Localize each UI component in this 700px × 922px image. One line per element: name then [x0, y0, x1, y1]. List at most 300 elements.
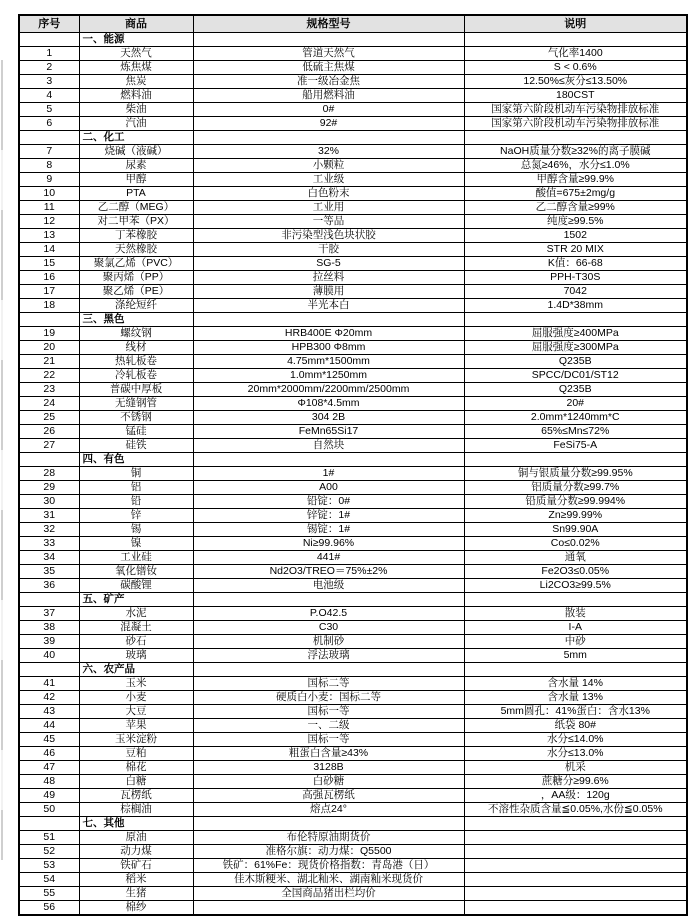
cell-desc: 纸袋 80# — [464, 719, 687, 733]
cell-spec: 粗蛋白含量≥43% — [193, 747, 464, 761]
cell-name: 混凝土 — [79, 621, 193, 635]
table-row — [19, 747, 687, 761]
cell-spec: 佳木斯粳米、湖北籼米、湖南籼米现货价 — [193, 873, 464, 887]
cell-desc — [464, 131, 687, 145]
cell-desc — [464, 593, 687, 607]
cell-no: 20 — [19, 341, 79, 355]
cell-no — [19, 593, 79, 607]
table-row — [19, 243, 687, 257]
table-row — [19, 383, 687, 397]
cell-name: PTA — [79, 187, 193, 201]
cell-spec: Ni≥99.96% — [193, 537, 464, 551]
cell-spec: 32% — [193, 145, 464, 159]
cell-spec: C30 — [193, 621, 464, 635]
cell-no — [19, 131, 79, 145]
cell-no: 33 — [19, 537, 79, 551]
cell-spec: 4.75mm*1500mm — [193, 355, 464, 369]
cell-spec: 准一级冶金焦 — [193, 75, 464, 89]
cell-name: 氧化镨钕 — [79, 565, 193, 579]
cell-name: 棉花 — [79, 761, 193, 775]
cell-spec: 一等品 — [193, 215, 464, 229]
cell-no: 45 — [19, 733, 79, 747]
table-row — [19, 201, 687, 215]
cell-no — [19, 817, 79, 831]
cell-desc: 气化率1400 — [464, 47, 687, 61]
cell-desc: 1.4D*38mm — [464, 299, 687, 313]
table-row — [19, 229, 687, 243]
cell-desc: Sn99.90A — [464, 523, 687, 537]
cell-spec: 浮法玻璃 — [193, 649, 464, 663]
cell-spec: 低硫主焦煤 — [193, 61, 464, 75]
cell-name: 稻米 — [79, 873, 193, 887]
cell-name: 锡 — [79, 523, 193, 537]
cell-no: 52 — [19, 845, 79, 859]
section-row — [19, 593, 687, 607]
cell-spec: 小颗粒 — [193, 159, 464, 173]
table-row — [19, 47, 687, 61]
cell-no: 4 — [19, 89, 79, 103]
cell-name: 汽油 — [79, 117, 193, 131]
table-row — [19, 859, 687, 873]
section-row — [19, 453, 687, 467]
cell-no: 51 — [19, 831, 79, 845]
cell-desc: NaOH质量分数≥32%的离子膜碱 — [464, 145, 687, 159]
table-row — [19, 397, 687, 411]
cell-spec: 自然块 — [193, 439, 464, 453]
cell-spec: 国标二等 — [193, 677, 464, 691]
cell-desc: 5mm圆孔：41%蛋白：含水13% — [464, 705, 687, 719]
cell-spec: 干胶 — [193, 243, 464, 257]
cell-no: 24 — [19, 397, 79, 411]
cell-spec — [193, 593, 464, 607]
cell-name: 小麦 — [79, 691, 193, 705]
cell-desc: 机采 — [464, 761, 687, 775]
table-row — [19, 117, 687, 131]
cell-name: 尿素 — [79, 159, 193, 173]
cell-no: 28 — [19, 467, 79, 481]
cell-name: 锰硅 — [79, 425, 193, 439]
cell-spec: SG-5 — [193, 257, 464, 271]
cell-no: 30 — [19, 495, 79, 509]
table-header — [19, 15, 687, 33]
cell-no: 35 — [19, 565, 79, 579]
cell-no: 5 — [19, 103, 79, 117]
cell-desc: 散装 — [464, 607, 687, 621]
cell-spec: 工业级 — [193, 173, 464, 187]
cell-name: 甲醇 — [79, 173, 193, 187]
table-row — [19, 635, 687, 649]
cell-no: 42 — [19, 691, 79, 705]
cell-spec: 拉丝料 — [193, 271, 464, 285]
table-row — [19, 761, 687, 775]
cell-desc — [464, 313, 687, 327]
column-header-no: 序号 — [19, 15, 79, 33]
cell-desc — [464, 453, 687, 467]
section-title: 七、其他 — [79, 817, 193, 831]
cell-desc: Zn≥99.99% — [464, 509, 687, 523]
cell-spec: 白色粉末 — [193, 187, 464, 201]
cell-name: 螺纹钢 — [79, 327, 193, 341]
cell-no — [19, 33, 79, 47]
cell-no: 53 — [19, 859, 79, 873]
cell-spec: 441# — [193, 551, 464, 565]
cell-desc: Li2CO3≥99.5% — [464, 579, 687, 593]
cell-name: 线材 — [79, 341, 193, 355]
cell-spec: 304 2B — [193, 411, 464, 425]
cell-name: 水泥 — [79, 607, 193, 621]
cell-desc: ，AA级：120g — [464, 789, 687, 803]
cell-desc: 12.50%≤灰分≤13.50% — [464, 75, 687, 89]
cell-no: 26 — [19, 425, 79, 439]
table-row — [19, 845, 687, 859]
cell-spec: 船用燃料油 — [193, 89, 464, 103]
table-body — [19, 33, 687, 916]
cell-desc: 总氮≥46%，水分≤1.0% — [464, 159, 687, 173]
cell-no: 25 — [19, 411, 79, 425]
cell-spec: HRB400E Φ20mm — [193, 327, 464, 341]
table-row — [19, 789, 687, 803]
cell-no: 34 — [19, 551, 79, 565]
table-row — [19, 89, 687, 103]
cell-spec: 国标一等 — [193, 705, 464, 719]
cell-no: 18 — [19, 299, 79, 313]
cell-desc: Co≤0.02% — [464, 537, 687, 551]
cell-name: 硅铁 — [79, 439, 193, 453]
cell-name: 对二甲苯（PX） — [79, 215, 193, 229]
section-row — [19, 33, 687, 47]
table-row — [19, 439, 687, 453]
cell-no: 50 — [19, 803, 79, 817]
cell-desc: 20# — [464, 397, 687, 411]
section-row — [19, 663, 687, 677]
cell-no: 43 — [19, 705, 79, 719]
cell-no: 12 — [19, 215, 79, 229]
table-row — [19, 215, 687, 229]
cell-no — [19, 663, 79, 677]
cell-desc: STR 20 MIX — [464, 243, 687, 257]
table-row — [19, 481, 687, 495]
table-row — [19, 285, 687, 299]
cell-spec: 1# — [193, 467, 464, 481]
table-row — [19, 873, 687, 887]
cell-spec: 管道天然气 — [193, 47, 464, 61]
cell-desc: 含水量 14% — [464, 677, 687, 691]
cell-name: 铝 — [79, 481, 193, 495]
cell-spec: 1.0mm*1250mm — [193, 369, 464, 383]
cell-desc: K值：66-68 — [464, 257, 687, 271]
section-title: 二、化工 — [79, 131, 193, 145]
cell-desc — [464, 859, 687, 873]
cell-desc — [464, 901, 687, 916]
cell-name: 生猪 — [79, 887, 193, 901]
cell-desc: Fe2O3≤0.05% — [464, 565, 687, 579]
cell-desc: Q235B — [464, 383, 687, 397]
cell-desc: 屈服强度≥300MPa — [464, 341, 687, 355]
cell-no: 23 — [19, 383, 79, 397]
cell-name: 砂石 — [79, 635, 193, 649]
cell-desc: 通氧 — [464, 551, 687, 565]
cell-no: 54 — [19, 873, 79, 887]
cell-desc: 水分≤14.0% — [464, 733, 687, 747]
cell-no: 39 — [19, 635, 79, 649]
table-row — [19, 187, 687, 201]
cell-spec: 铁矿：61%Fe：现货价格指数：青岛港（日） — [193, 859, 464, 873]
cell-spec: A00 — [193, 481, 464, 495]
cell-no: 14 — [19, 243, 79, 257]
cell-spec: 准格尔旗：动力煤：Q5500 — [193, 845, 464, 859]
cell-name: 天然气 — [79, 47, 193, 61]
cell-no: 55 — [19, 887, 79, 901]
cell-desc: S < 0.6% — [464, 61, 687, 75]
cell-no: 56 — [19, 901, 79, 916]
table-row — [19, 649, 687, 663]
cell-no: 15 — [19, 257, 79, 271]
cell-name: 柴油 — [79, 103, 193, 117]
cell-desc: 5mm — [464, 649, 687, 663]
cell-name: 涤纶短纤 — [79, 299, 193, 313]
cell-name: 棕榈油 — [79, 803, 193, 817]
cell-spec: 布伦特原油期货价 — [193, 831, 464, 845]
cell-no: 48 — [19, 775, 79, 789]
cell-desc: 屈服强度≥400MPa — [464, 327, 687, 341]
section-title: 五、矿产 — [79, 593, 193, 607]
cell-no: 31 — [19, 509, 79, 523]
cell-desc: 铝质量分数≥99.7% — [464, 481, 687, 495]
cell-no: 3 — [19, 75, 79, 89]
cell-no: 37 — [19, 607, 79, 621]
table-row — [19, 103, 687, 117]
cell-spec: 工业用 — [193, 201, 464, 215]
cell-no — [19, 313, 79, 327]
cell-spec: 0# — [193, 103, 464, 117]
table-row — [19, 691, 687, 705]
header-row — [19, 15, 687, 33]
cell-name: 铅 — [79, 495, 193, 509]
cell-no: 8 — [19, 159, 79, 173]
table-row — [19, 355, 687, 369]
table-row — [19, 565, 687, 579]
cell-spec — [193, 453, 464, 467]
table-row — [19, 369, 687, 383]
section-row — [19, 313, 687, 327]
cell-name: 动力煤 — [79, 845, 193, 859]
cell-desc: 2.0mm*1240mm*C — [464, 411, 687, 425]
cell-desc: I-A — [464, 621, 687, 635]
cell-no: 46 — [19, 747, 79, 761]
cell-name: 冷轧板卷 — [79, 369, 193, 383]
cell-desc: 纯度≥99.5% — [464, 215, 687, 229]
cell-spec — [193, 901, 464, 916]
cell-name: 聚氯乙烯（PVC） — [79, 257, 193, 271]
cell-name: 乙二醇（MEG） — [79, 201, 193, 215]
cell-desc — [464, 663, 687, 677]
cell-spec — [193, 663, 464, 677]
cell-spec: 铅锭：0# — [193, 495, 464, 509]
cell-no: 7 — [19, 145, 79, 159]
cell-no: 47 — [19, 761, 79, 775]
cell-spec: 锌锭：1# — [193, 509, 464, 523]
table-row — [19, 551, 687, 565]
cell-name: 玉米 — [79, 677, 193, 691]
cell-desc: 不溶性杂质含量≦0.05%,水份≦0.05% — [464, 803, 687, 817]
cell-no: 13 — [19, 229, 79, 243]
cell-name: 焦炭 — [79, 75, 193, 89]
table-row — [19, 803, 687, 817]
table-row — [19, 271, 687, 285]
section-row — [19, 131, 687, 145]
cell-no: 6 — [19, 117, 79, 131]
window-edge-artifact — [1, 60, 3, 860]
cell-spec: 熔点24° — [193, 803, 464, 817]
cell-no: 38 — [19, 621, 79, 635]
cell-no: 9 — [19, 173, 79, 187]
cell-desc: 国家第六阶段机动车污染物排放标准 — [464, 117, 687, 131]
cell-desc: 酸值=675±2mg/g — [464, 187, 687, 201]
cell-no — [19, 453, 79, 467]
cell-desc: 铜与银质量分数≥99.95% — [464, 467, 687, 481]
cell-desc — [464, 817, 687, 831]
table-row — [19, 173, 687, 187]
cell-spec: 锡锭：1# — [193, 523, 464, 537]
cell-name: 瓦楞纸 — [79, 789, 193, 803]
cell-name: 豆粕 — [79, 747, 193, 761]
section-row — [19, 817, 687, 831]
cell-name: 苹果 — [79, 719, 193, 733]
column-header-spec: 规格型号 — [193, 15, 464, 33]
cell-spec: 薄膜用 — [193, 285, 464, 299]
cell-desc: SPCC/DC01/ST12 — [464, 369, 687, 383]
table-row — [19, 411, 687, 425]
cell-desc: FeSi75-A — [464, 439, 687, 453]
cell-name: 大豆 — [79, 705, 193, 719]
cell-spec: 国标一等 — [193, 733, 464, 747]
cell-desc — [464, 831, 687, 845]
cell-name: 棉纱 — [79, 901, 193, 916]
table-row — [19, 425, 687, 439]
cell-name: 铜 — [79, 467, 193, 481]
cell-spec: Nd2O3/TREO＝75%±2% — [193, 565, 464, 579]
cell-desc: 乙二醇含量≥99% — [464, 201, 687, 215]
table-row — [19, 621, 687, 635]
cell-spec: 硬质白小麦：国标二等 — [193, 691, 464, 705]
table-row — [19, 467, 687, 481]
section-title: 六、农产品 — [79, 663, 193, 677]
cell-desc — [464, 33, 687, 47]
table-row — [19, 299, 687, 313]
cell-spec: Φ108*4.5mm — [193, 397, 464, 411]
table-row — [19, 341, 687, 355]
cell-spec — [193, 817, 464, 831]
cell-desc: 1502 — [464, 229, 687, 243]
cell-no: 36 — [19, 579, 79, 593]
cell-desc: 蔗糖分≥99.6% — [464, 775, 687, 789]
cell-no: 10 — [19, 187, 79, 201]
table-row — [19, 705, 687, 719]
cell-desc: 65%≤Mn≤72% — [464, 425, 687, 439]
table-row — [19, 887, 687, 901]
cell-spec — [193, 313, 464, 327]
cell-spec: 92# — [193, 117, 464, 131]
cell-desc — [464, 845, 687, 859]
cell-name: 聚乙烯（PE） — [79, 285, 193, 299]
cell-desc: 甲醇含量≥99.9% — [464, 173, 687, 187]
cell-name: 无缝钢管 — [79, 397, 193, 411]
cell-desc — [464, 873, 687, 887]
table-row — [19, 607, 687, 621]
cell-desc: 国家第六阶段机动车污染物排放标准 — [464, 103, 687, 117]
table-row — [19, 257, 687, 271]
section-title: 四、有色 — [79, 453, 193, 467]
cell-desc: 中砂 — [464, 635, 687, 649]
cell-spec: HPB300 Φ8mm — [193, 341, 464, 355]
cell-desc: 7042 — [464, 285, 687, 299]
cell-name: 工业硅 — [79, 551, 193, 565]
column-header-desc: 说明 — [464, 15, 687, 33]
cell-spec: 半光本白 — [193, 299, 464, 313]
cell-no: 29 — [19, 481, 79, 495]
cell-name: 普碳中厚板 — [79, 383, 193, 397]
cell-no: 16 — [19, 271, 79, 285]
column-header-name: 商品 — [79, 15, 193, 33]
cell-spec: 电池级 — [193, 579, 464, 593]
table-row — [19, 831, 687, 845]
cell-spec — [193, 33, 464, 47]
cell-spec — [193, 131, 464, 145]
section-title: 三、黑色 — [79, 313, 193, 327]
cell-name: 原油 — [79, 831, 193, 845]
table-row — [19, 775, 687, 789]
cell-no: 2 — [19, 61, 79, 75]
cell-no: 40 — [19, 649, 79, 663]
cell-no: 41 — [19, 677, 79, 691]
cell-spec: 高强瓦楞纸 — [193, 789, 464, 803]
cell-name: 热轧板卷 — [79, 355, 193, 369]
cell-no: 22 — [19, 369, 79, 383]
table-row — [19, 523, 687, 537]
cell-no: 49 — [19, 789, 79, 803]
cell-spec: 白砂糖 — [193, 775, 464, 789]
cell-no: 11 — [19, 201, 79, 215]
cell-no: 44 — [19, 719, 79, 733]
cell-name: 燃料油 — [79, 89, 193, 103]
cell-spec: P.O42.5 — [193, 607, 464, 621]
cell-spec: FeMn65Si17 — [193, 425, 464, 439]
cell-desc — [464, 887, 687, 901]
cell-spec: 20mm*2000mm/2200mm/2500mm — [193, 383, 464, 397]
section-title: 一、能源 — [79, 33, 193, 47]
cell-desc: PPH-T30S — [464, 271, 687, 285]
cell-desc: 含水量 13% — [464, 691, 687, 705]
cell-spec: 全国商品猪出栏均价 — [193, 887, 464, 901]
table-row — [19, 509, 687, 523]
table-row — [19, 677, 687, 691]
cell-spec: 一、二级 — [193, 719, 464, 733]
cell-desc: 水分≤13.0% — [464, 747, 687, 761]
table-row — [19, 159, 687, 173]
cell-name: 碳酸锂 — [79, 579, 193, 593]
cell-no: 21 — [19, 355, 79, 369]
cell-name: 锌 — [79, 509, 193, 523]
cell-name: 天然橡胶 — [79, 243, 193, 257]
cell-name: 玉米淀粉 — [79, 733, 193, 747]
cell-name: 丁苯橡胶 — [79, 229, 193, 243]
cell-name: 炼焦煤 — [79, 61, 193, 75]
cell-name: 玻璃 — [79, 649, 193, 663]
cell-no: 1 — [19, 47, 79, 61]
table-row — [19, 327, 687, 341]
table-row — [19, 495, 687, 509]
table-row — [19, 719, 687, 733]
